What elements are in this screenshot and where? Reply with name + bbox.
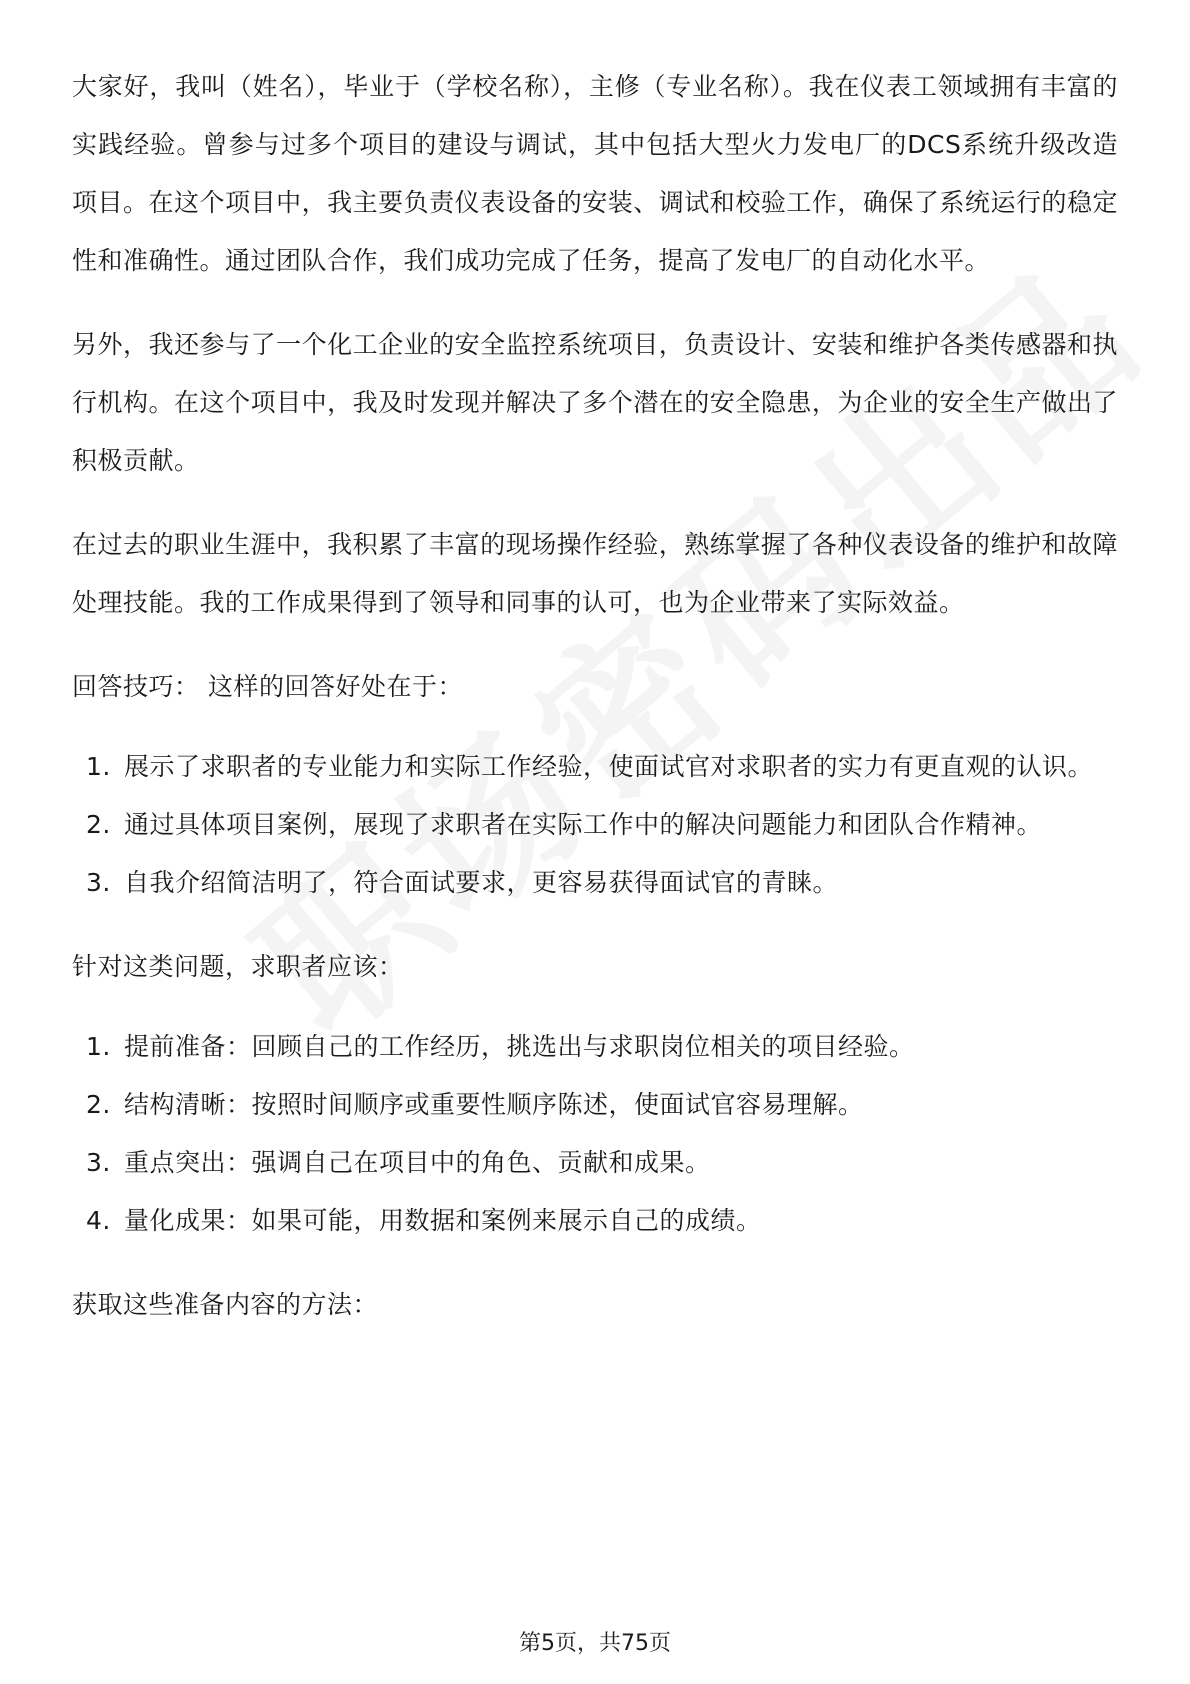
list-number: 4. bbox=[86, 1206, 111, 1235]
list-number: 1. bbox=[86, 752, 111, 781]
paragraph-intro: 大家好，我叫（姓名），毕业于（学校名称），主修（专业名称）。我在仪表工领域拥有丰富的实践经验。曾参与过多个项目的建设与调试，其中包括大型火力发电厂的DCS系统升级改造项目。在这个项目中，我主要负责仪表设备的安装、调试和校验工作，确保了系统运行的稳定性和准确性。通过团队合作，我们成功完成了任务，提高了发电厂的自动化水平。 bbox=[72, 72, 1118, 275]
paragraph-career: 在过去的职业生涯中，我积累了丰富的现场操作经验，熟练掌握了各种仪表设备的维护和故障处理技能。我的工作成果得到了领导和同事的认可，也为企业带来了实际效益。 bbox=[72, 530, 1118, 617]
approach-heading: 针对这类问题，求职者应该： bbox=[72, 952, 404, 981]
list-item bbox=[72, 796, 1118, 854]
list-item-text: 自我介绍简洁明了，符合面试要求，更容易获得面试官的青睐。 bbox=[124, 868, 839, 897]
list-item-text: 通过具体项目案例，展现了求职者在实际工作中的解决问题能力和团队合作精神。 bbox=[124, 810, 1043, 839]
list-item bbox=[72, 1018, 1118, 1076]
list-item bbox=[72, 854, 1118, 912]
method-heading: 获取这些准备内容的方法： bbox=[72, 1290, 379, 1319]
list-item-text: 量化成果：如果可能，用数据和案例来展示自己的成绩。 bbox=[124, 1206, 762, 1235]
list-number: 3. bbox=[86, 868, 111, 897]
list-number: 2. bbox=[86, 810, 111, 839]
list-number: 1. bbox=[86, 1032, 111, 1061]
list-item-text: 重点突出：强调自己在项目中的角色、贡献和成果。 bbox=[124, 1148, 711, 1177]
approach-list bbox=[72, 1018, 1118, 1250]
list-item bbox=[72, 1134, 1118, 1192]
list-number: 3. bbox=[86, 1148, 111, 1177]
list-item-text: 提前准备：回顾自己的工作经历，挑选出与求职岗位相关的项目经验。 bbox=[124, 1032, 915, 1061]
tips-list bbox=[72, 738, 1118, 912]
list-item-text: 结构清晰：按照时间顺序或重要性顺序陈述，使面试官容易理解。 bbox=[124, 1090, 864, 1119]
list-item-text: 展示了求职者的专业能力和实际工作经验，使面试官对求职者的实力有更直观的认识。 bbox=[124, 752, 1094, 781]
paragraph-safety-project: 另外，我还参与了一个化工企业的安全监控系统项目，负责设计、安装和维护各类传感器和执行机构。在这个项目中，我及时发现并解决了多个潜在的安全隐患，为企业的安全生产做出了积极贡献。 bbox=[72, 330, 1118, 475]
page-content bbox=[72, 58, 1118, 1360]
list-number: 2. bbox=[86, 1090, 111, 1119]
tips-heading: 回答技巧： 这样的回答好处在于： bbox=[72, 672, 463, 701]
list-item bbox=[72, 1076, 1118, 1134]
list-item bbox=[72, 1192, 1118, 1250]
list-item bbox=[72, 738, 1118, 796]
page-footer: 第5页，共75页 bbox=[519, 1631, 671, 1656]
